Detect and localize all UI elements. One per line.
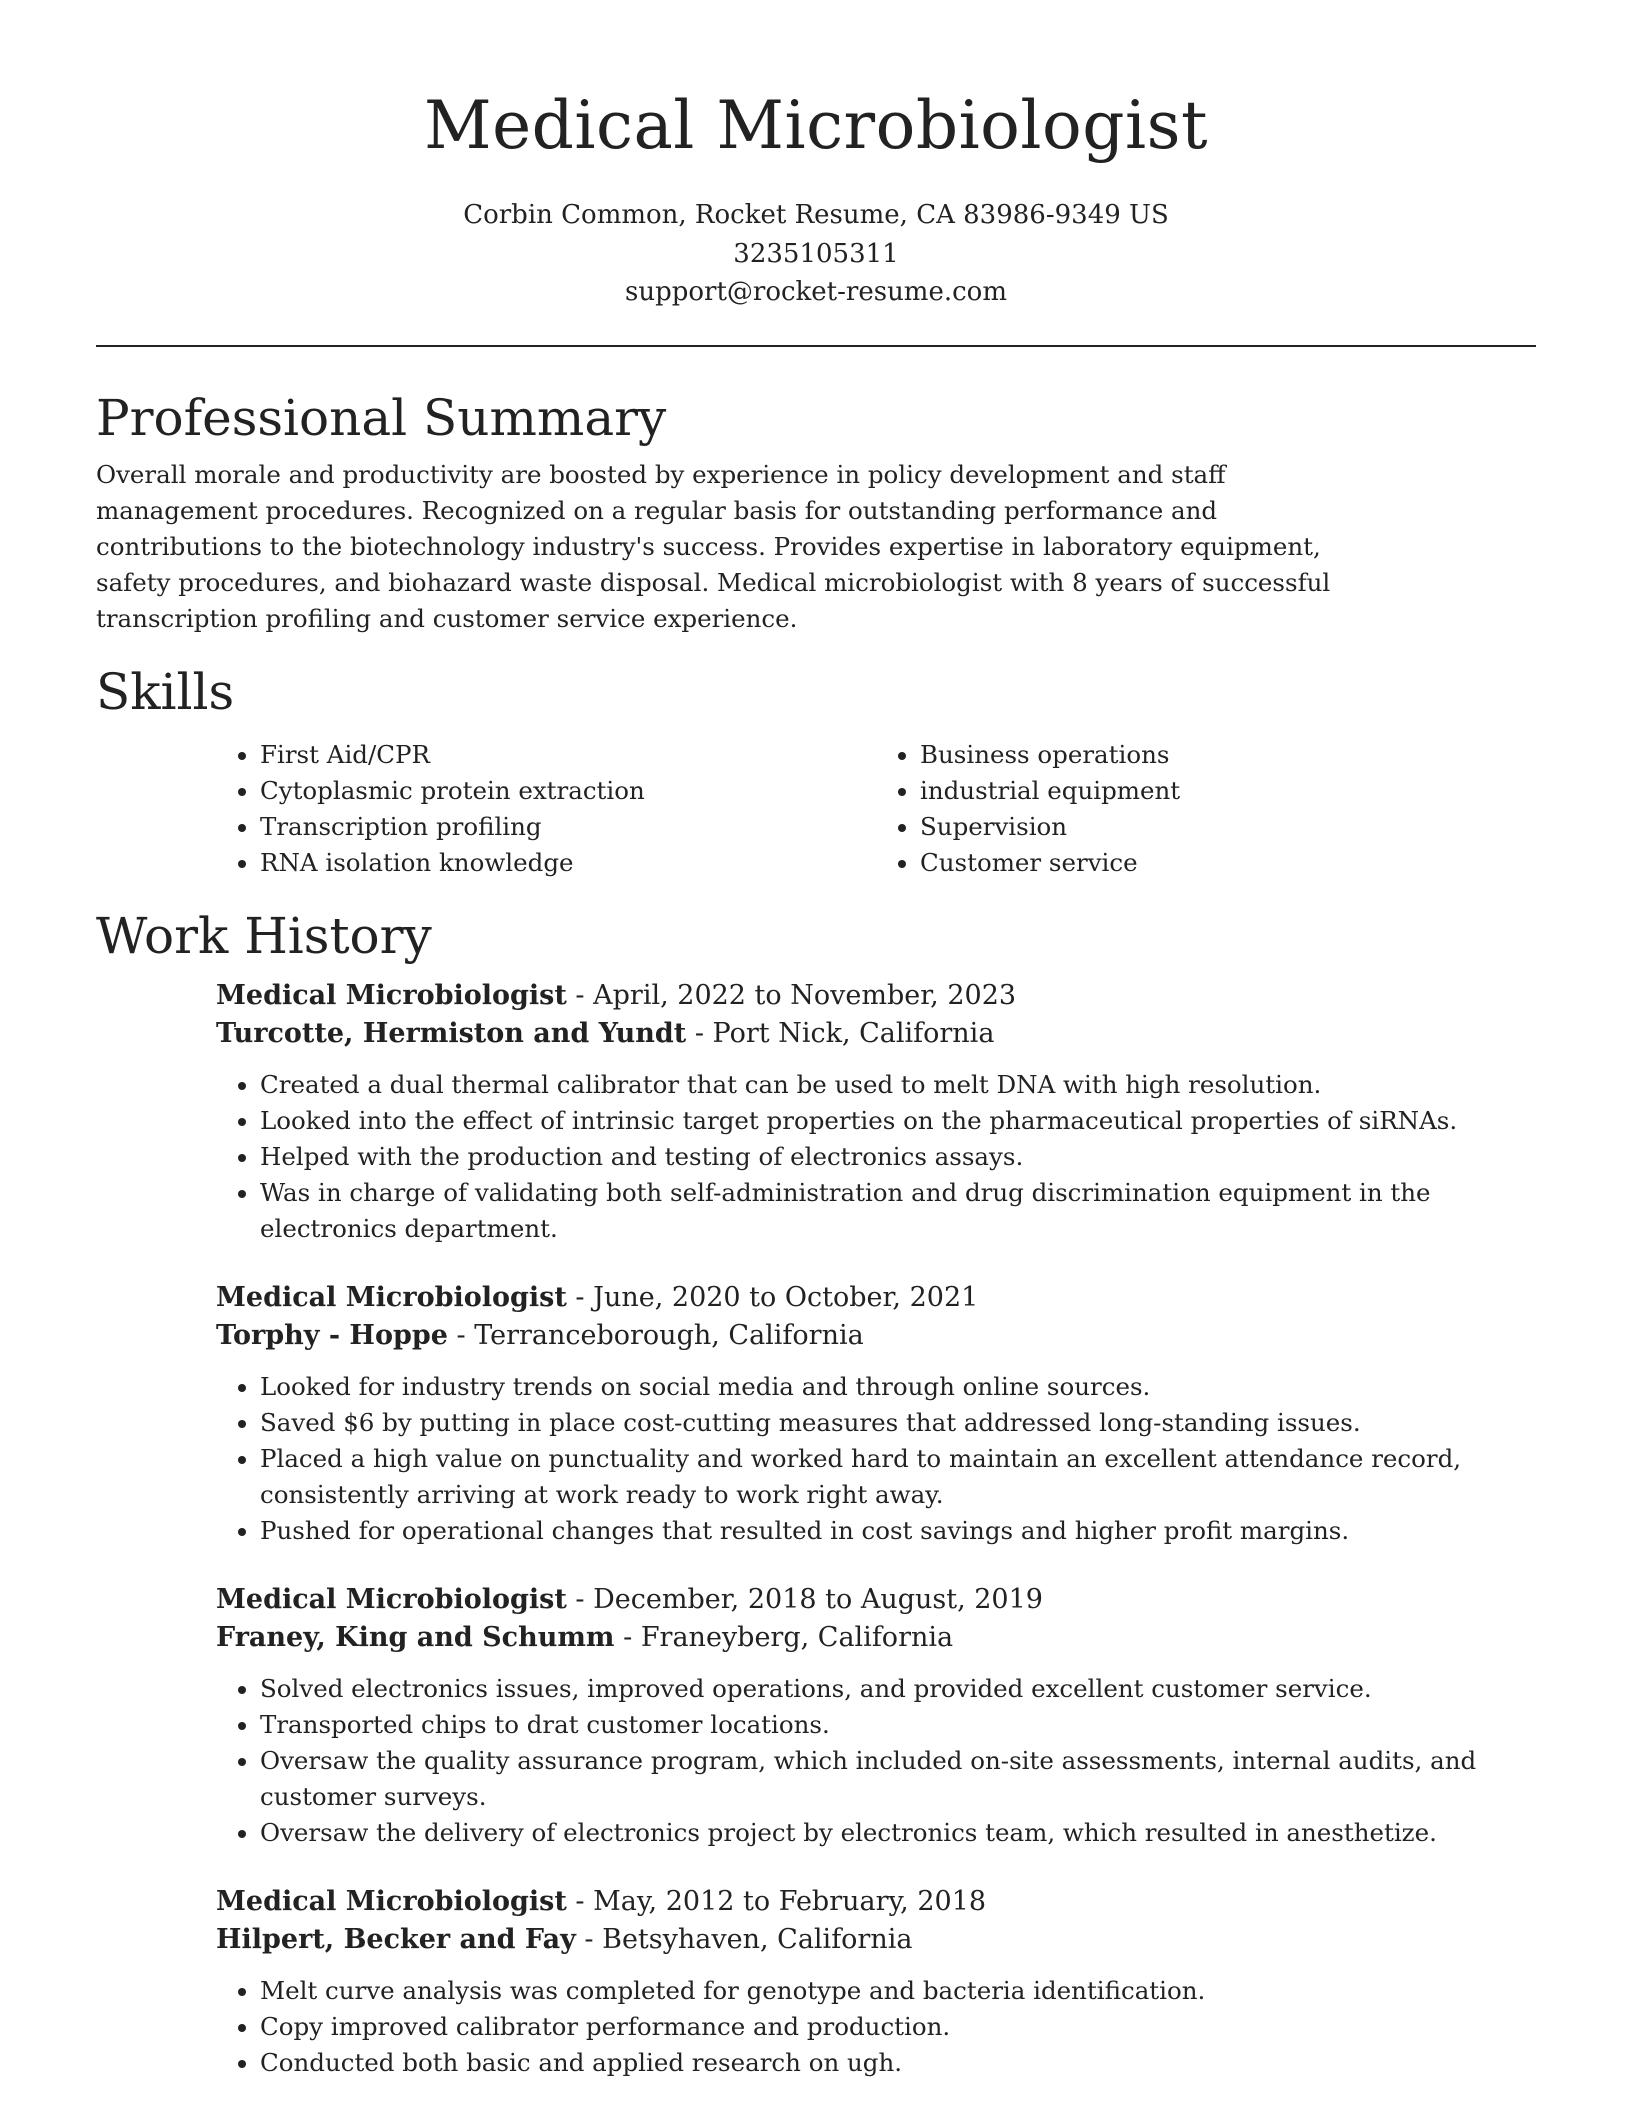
skill-item: • Supervision — [920, 809, 1536, 845]
job-bullet: • Created a dual thermal calibrator that can be used to melt DNA with high resolution. — [260, 1067, 1550, 1103]
job-company: Hilpert, Becker and Fay — [216, 1923, 576, 1955]
contact-email: support@rocket-resume.com — [624, 277, 1007, 307]
skill-item: • RNA isolation knowledge — [260, 845, 876, 881]
job-entry — [216, 1581, 1536, 1851]
job-bullets — [216, 1369, 1550, 1549]
job-separator: - — [566, 1885, 594, 1917]
summary-heading: Professional Summary — [96, 388, 667, 447]
job-entry — [216, 1279, 1536, 1549]
job-dates: June, 2020 to October, 2021 — [593, 1281, 979, 1313]
job-company-line — [216, 1921, 1536, 1959]
job-bullets — [216, 1671, 1550, 1851]
job-location: Port Nick, California — [712, 1017, 995, 1049]
job-bullet: • Oversaw the delivery of electronics project by electronics team, which resulted in anesthetize. — [260, 1815, 1550, 1851]
job-separator: - — [566, 979, 594, 1011]
job-bullet: • Pushed for operational changes that resulted in cost savings and higher profit margins. — [260, 1513, 1550, 1549]
skill-item: • Cytoplasmic protein extraction — [260, 773, 876, 809]
contact-phone: 3235105311 — [733, 238, 899, 269]
job-bullets — [216, 1973, 1550, 2081]
contact-address: Corbin Common, Rocket Resume, CA 83986-9349 US — [463, 200, 1169, 230]
job-separator: - — [614, 1621, 641, 1653]
job-bullet: • Oversaw the quality assurance program, which included on-site assessments, internal audits, and customer surveys. — [260, 1743, 1550, 1815]
job-separator: - — [575, 1923, 603, 1955]
job-separator: - — [447, 1319, 475, 1351]
skill-item: • First Aid/CPR — [260, 737, 876, 773]
job-bullet: • Solved electronics issues, improved operations, and provided excellent customer service. — [260, 1671, 1550, 1707]
job-title-line — [216, 1883, 1536, 1921]
job-location: Betsyhaven, California — [602, 1923, 913, 1955]
job-title: Medical Microbiologist — [216, 1583, 567, 1615]
job-entry — [216, 977, 1536, 1247]
job-bullet: • Placed a high value on punctuality and worked hard to maintain an excellent attendance record, consistently arriving at work ready to work right away. — [260, 1441, 1550, 1513]
job-bullet: • Helped with the production and testing of electronics assays. — [260, 1139, 1550, 1175]
skills-grid — [216, 737, 1536, 881]
job-company: Franey, King and Schumm — [216, 1621, 615, 1653]
job-company: Torphy - Hoppe — [216, 1319, 448, 1351]
job-separator: - — [566, 1281, 594, 1313]
skill-item: • industrial equipment — [920, 773, 1536, 809]
job-location: Franeyberg, California — [640, 1621, 954, 1653]
job-title-line — [216, 977, 1536, 1015]
summary-section — [96, 387, 1536, 637]
skills-section — [96, 661, 1536, 881]
skill-item: • Customer service — [920, 845, 1536, 881]
job-separator: - — [566, 1583, 594, 1615]
job-separator: - — [686, 1017, 713, 1049]
job-bullet: • Melt curve analysis was completed for genotype and bacteria identification. — [260, 1973, 1550, 2009]
summary-text: Overall morale and productivity are boosted by experience in policy development and staff management procedures. Recognized on a regular basis for outstanding performance and contributions to the biotechnology industry's success. Provides expertise in laboratory equipment, safety procedures, and biohazard waste disposal. Medical microbiologist with 8 years of successful transcription profiling and customer service experience. — [96, 459, 1331, 633]
job-title: Medical Microbiologist — [216, 979, 567, 1011]
header-divider — [96, 345, 1536, 347]
job-dates: December, 2018 to August, 2019 — [593, 1583, 1043, 1615]
job-company-line — [216, 1015, 1536, 1053]
job-bullet: • Was in charge of validating both self-administration and drug discrimination equipment in the electronics department. — [260, 1175, 1550, 1247]
resume-title: Medical Microbiologist — [423, 87, 1209, 164]
job-title-line — [216, 1279, 1536, 1317]
skills-column-left — [216, 737, 876, 881]
job-location: Terranceborough, California — [474, 1319, 864, 1351]
job-company: Turcotte, Hermiston and Yundt — [216, 1017, 687, 1049]
job-bullet: • Copy improved calibrator performance and production. — [260, 2009, 1550, 2045]
job-bullet: • Conducted both basic and applied research on ugh. — [260, 2045, 1550, 2081]
job-company-line — [216, 1619, 1536, 1657]
job-entry — [216, 1883, 1536, 2081]
skill-item: • Transcription profiling — [260, 809, 876, 845]
resume-page — [96, 0, 1536, 2081]
skill-item: • Business operations — [920, 737, 1536, 773]
job-title-line — [216, 1581, 1536, 1619]
job-dates: May, 2012 to February, 2018 — [593, 1885, 987, 1917]
job-dates: April, 2022 to November, 2023 — [593, 979, 1017, 1011]
job-bullets — [216, 1067, 1550, 1247]
job-bullet: • Transported chips to drat customer locations. — [260, 1707, 1550, 1743]
contact-info — [96, 196, 1536, 312]
skills-column-right — [876, 737, 1536, 881]
work-history-section — [96, 905, 1536, 2081]
skills-heading: Skills — [96, 662, 235, 721]
job-company-line — [216, 1317, 1536, 1355]
job-bullet: • Saved $6 by putting in place cost-cutting measures that addressed long-standing issues. — [260, 1405, 1550, 1441]
job-bullet: • Looked for industry trends on social media and through online sources. — [260, 1369, 1550, 1405]
work-history-heading: Work History — [96, 906, 432, 965]
job-title: Medical Microbiologist — [216, 1281, 567, 1313]
jobs-list — [216, 977, 1536, 2081]
job-title: Medical Microbiologist — [216, 1885, 567, 1917]
job-bullet: • Looked into the effect of intrinsic target properties on the pharmaceutical properties of siRNAs. — [260, 1103, 1550, 1139]
